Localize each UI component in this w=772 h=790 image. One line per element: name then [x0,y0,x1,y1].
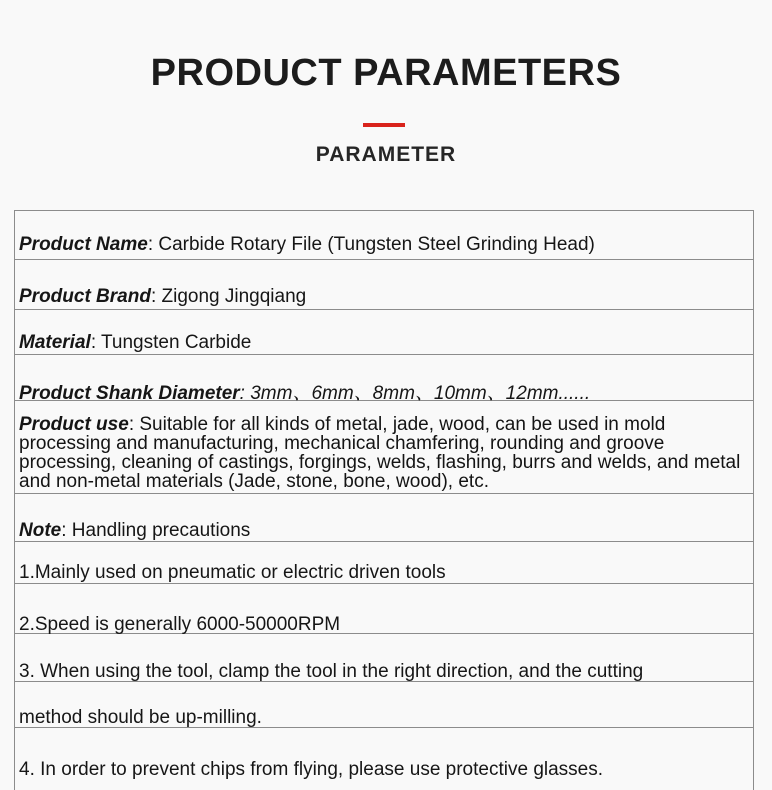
product-name-row [19,234,595,256]
product-brand-row [19,286,306,308]
material-row [19,332,251,354]
row-divider [15,354,753,355]
shank-diameter-row [19,378,590,405]
row-divider [15,309,753,310]
note-label: Note [19,520,62,541]
precaution-3-line-1: 3. When using the tool, clamp the tool in the right direction, and the cutting [19,661,644,682]
product-brand-label: Product Brand [19,286,151,307]
shank-diameter-label: Product Shank Diameter [19,383,240,404]
product-use-row [19,415,749,491]
parameter-table [14,210,754,790]
page-title: PRODUCT PARAMETERS [150,52,622,94]
shank-diameter-value: : 3mm、6mm、8mm、10mm、12mm...... [239,383,591,404]
note-row [19,520,250,542]
precaution-4: 4. In order to prevent chips from flying, please use protective glasses. [19,759,604,780]
row-divider [15,259,753,260]
product-brand-value: : Zigong Jingqiang [150,286,307,307]
precaution-1: 1.Mainly used on pneumatic or electric driven tools [19,562,446,583]
title-accent-bar [363,123,405,127]
product-name-label: Product Name [19,234,148,255]
material-label: Material [19,332,91,353]
product-name-value: : Carbide Rotary File (Tungsten Steel Grinding Head) [147,234,595,255]
note-value: : Handling precautions [61,520,251,541]
section-subtitle: PARAMETER [315,143,457,166]
product-use-value: : Suitable for all kinds of metal, jade, wood, can be used in mold processing and manufacturing, mechanical chamfering, rounding and groove processing, cleaning of castings, forgings, welds, flashing, burrs and welds, and metal and non-metal materials (Jade, stone, bone, wood), etc. [19,414,741,492]
precaution-3-line-2: method should be up-milling. [19,707,262,728]
material-value: : Tungsten Carbide [90,332,252,353]
precaution-2: 2.Speed is generally 6000-50000RPM [19,614,341,635]
product-use-label: Product use [19,414,129,435]
row-divider [15,493,753,494]
